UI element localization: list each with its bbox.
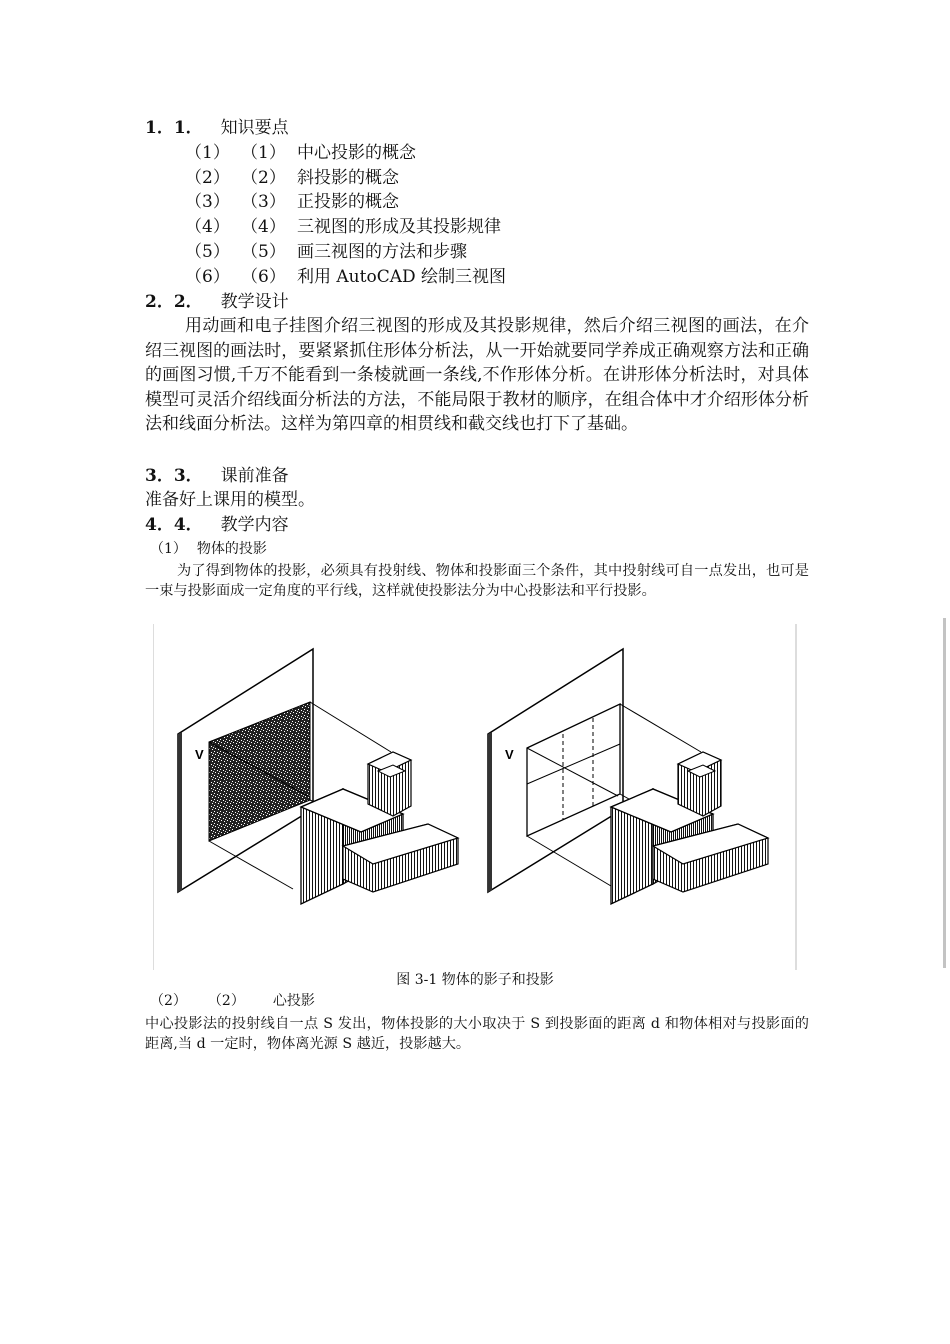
subsection-title: 物体的投影 [196,541,267,557]
list-item [185,190,399,214]
list-marker: （6） [241,267,286,287]
list-item [185,265,506,289]
list-marker: （1） [185,143,230,163]
list-item [185,166,399,190]
subsection-heading-1 [150,539,267,559]
list-text: 利用 AutoCAD 绘制三视图 [297,267,507,287]
list-text: 中心投影的概念 [297,143,416,163]
page-edge-mark [943,618,946,968]
subsection-heading-2 [150,991,315,1011]
list-marker: （2） [241,168,286,188]
section-title: 课前准备 [220,466,289,486]
subsection-label: （1） [150,541,187,557]
design-paragraph: 用动画和电子挂图介绍三视图的形成及其投影规律，然后介绍三视图的画法，在介绍三视图的画法时，要紧紧抓住形体分析法，从一开始就要同学养成正确观察方法和正确的画图习惯,千万不能看到一条棱就画一条线,不作形体分析。在讲形体分析法时，对具体模型可灵活介绍线面分析法的方法，不能局限于教材的顺序，在组合体中才介绍形体分析法和线面分析法。这样为第四章的相贯线和截交线也打下了基础。 [145,316,809,435]
section-number: 3．3． [145,466,203,486]
prep-text: 准备好上课用的模型。 [145,490,315,510]
central-projection-paragraph: 中心投影法的投射线自一点 S 发出，物体投影的大小取决于 S 到投影面的距离 d 和物体相对与投影面的距离,当 d 一定时，物体离光源 S 越近，投影越大。 [145,1016,809,1052]
subsection-title: 心投影 [272,993,315,1009]
projection-paragraph: 为了得到物体的投影，必须具有投射线、物体和投影面三个条件，其中投射线可自一点发出，也可是一束与投影面成一定角度的平行线，这样就使投影法分为中心投影法和平行投影。 [145,563,809,599]
list-text: 画三视图的方法和步骤 [297,242,467,262]
list-marker: （3） [241,192,286,212]
list-marker: （3） [185,192,230,212]
section-number: 2．2． [145,292,203,312]
list-item [185,141,416,165]
list-item [185,215,501,239]
section-title: 知识要点 [220,118,289,138]
subsection-label: （2） [150,993,187,1009]
list-item [185,240,467,264]
section-heading-1 [145,116,289,140]
list-text: 斜投影的概念 [297,168,399,188]
plane-label: V [505,747,514,762]
section-title: 教学设计 [220,292,289,312]
list-marker: （5） [241,242,286,262]
list-text: 三视图的形成及其投影规律 [297,217,501,237]
list-marker: （2） [185,168,230,188]
list-marker: （6） [185,267,230,287]
section-number: 4．4． [145,515,203,535]
subsection-label: （2） [214,993,245,1009]
section-title: 教学内容 [220,515,289,535]
list-marker: （4） [185,217,230,237]
list-marker: （5） [185,242,230,262]
plane-label: V [195,747,204,762]
projection-illustration [488,649,768,904]
list-text: 正投影的概念 [297,192,399,212]
section-number: 1．1． [145,118,203,138]
figure-caption: 图 3-1 物体的影子和投影 [396,972,554,988]
list-marker: （4） [241,217,286,237]
section-heading-3 [145,464,289,488]
list-marker: （1） [241,143,286,163]
projection-figure [153,624,797,970]
section-heading-2 [145,290,289,314]
section-heading-4 [145,513,289,537]
shadow-illustration [178,649,458,904]
